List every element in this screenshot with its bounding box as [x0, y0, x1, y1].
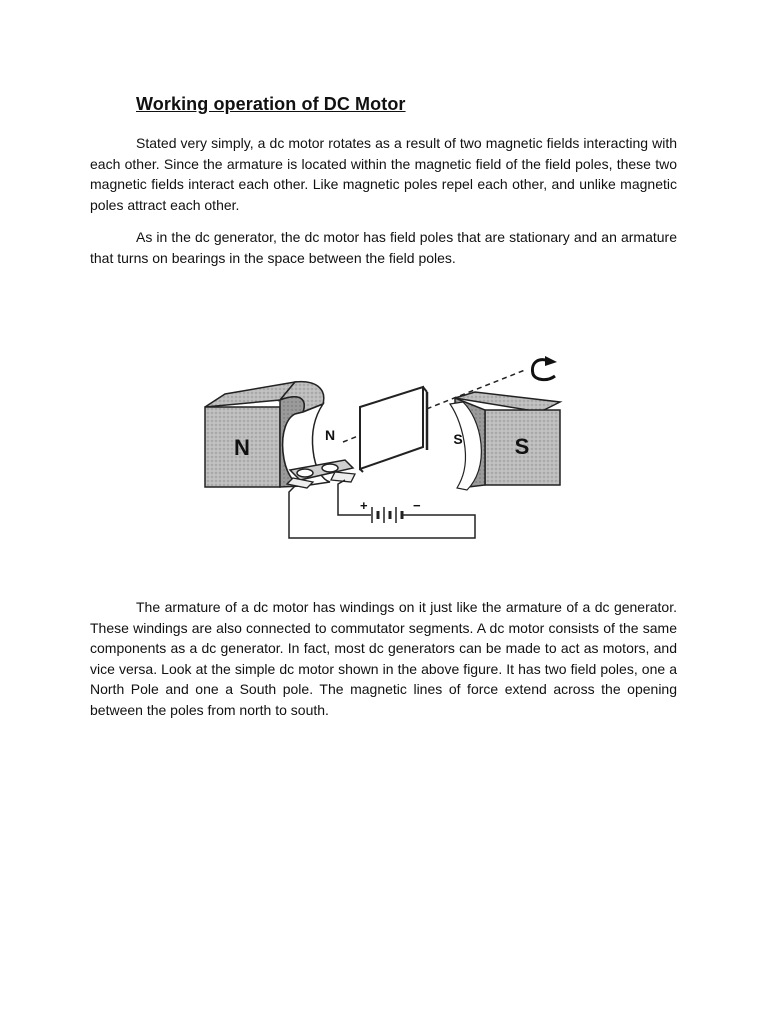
- south-magnet: [450, 392, 560, 490]
- battery-plus-label: +: [360, 498, 368, 513]
- magnet-label-north: N: [234, 435, 250, 460]
- paragraph-intro: Stated very simply, a dc motor rotates as a result of two magnetic fields interacting with each other. Since the armature is located within the magnetic field of the field poles, these two magnetic fields interact each other. Like magnetic poles repel each other, and unlike magnetic poles attract each other.: [90, 135, 677, 213]
- paragraph-field-poles: As in the dc generator, the dc motor has field poles that are stationary and an armature that turns on bearings in the space between the field poles.: [90, 229, 677, 266]
- rotation-arrow-icon: [532, 356, 557, 380]
- battery-minus-label: −: [413, 498, 421, 513]
- circuit-wires: [289, 480, 475, 538]
- paragraph-armature: The armature of a dc motor has windings on it just like the armature of a dc generator. These windings are also connected to commutator segments. A dc motor consists of the same components as a dc generator. In fact, most dc generators can be made to act as motors, and vice versa. Look at the simple dc motor shown in the above figure. It has two field poles, one a North Pole and one a South pole. The magnetic lines of force extend across the opening between the poles from north to south.: [90, 599, 677, 718]
- document-title: Working operation of DC Motor: [136, 94, 406, 114]
- pole-face-label-north: N: [324, 427, 336, 443]
- armature-loop: [360, 387, 427, 472]
- dc-motor-figure: [195, 352, 575, 547]
- pole-face-label-south: S: [453, 431, 463, 447]
- magnet-label-south: S: [514, 434, 530, 459]
